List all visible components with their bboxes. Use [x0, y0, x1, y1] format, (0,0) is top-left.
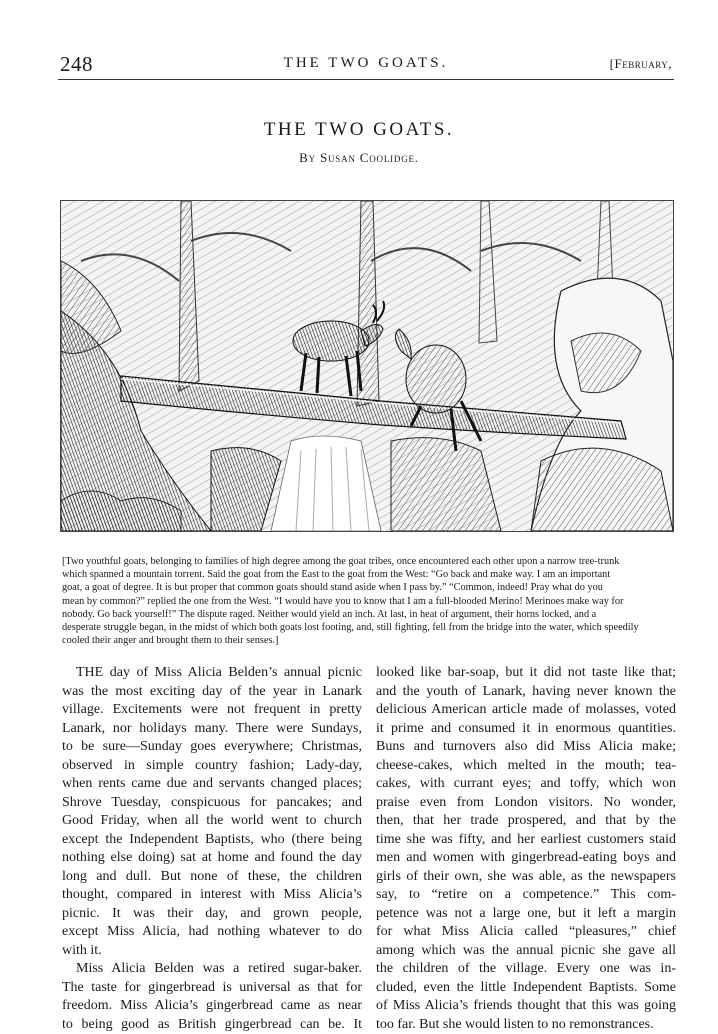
text-line: long and dull. But none of these, the children — [62, 868, 362, 887]
text-line: The taste for gingerbread is universal as that for — [62, 979, 362, 998]
engraving-illustration — [60, 200, 674, 532]
page-number: 248 — [60, 52, 93, 77]
text-line: to be sure—Sunday goes everywhere; Christmas, — [62, 738, 362, 757]
text-line: too far. But she would listen to no remonstrances. — [376, 1016, 676, 1034]
text-line: among which was the annual picnic she gave all — [376, 942, 676, 961]
text-line: thought, compared in interest with Miss Alicia’s — [62, 886, 362, 905]
text-line: cluded, even the little Independent Baptists. Some — [376, 979, 676, 998]
text-line: THE day of Miss Alicia Belden’s annual picnic — [62, 664, 362, 683]
text-line: for what Miss Alicia called “pleasures,” chief — [376, 923, 676, 942]
text-line: Shrove Tuesday, conspicuous for pancakes; and — [62, 794, 362, 813]
text-line: Miss Alicia Belden was a retired sugar-baker. — [62, 960, 362, 979]
text-line: say, to “retire on a competence.” This com- — [376, 886, 676, 905]
illustration-caption — [62, 555, 674, 647]
text-line: girls of their own, she was able, as the newspapers — [376, 868, 676, 887]
caption-line: cooled their anger and brought them to their senses.] — [62, 634, 674, 647]
text-line: village. Excitements were not frequent in pretty — [62, 701, 362, 720]
text-line: time she was fifty, and her earliest customers staid — [376, 831, 676, 850]
text-line: to being good as British gingerbread can be. It — [62, 1016, 362, 1034]
text-line: petence was not a large one, but it left a margin — [376, 905, 676, 924]
text-line: with it. — [62, 942, 362, 961]
caption-line: desperate struggle began, in the midst of which both goats lost footing, and, still fighting, fell from the bridge into the water, which speedily — [62, 621, 674, 634]
text-line: delicious American article made of molasses, voted — [376, 701, 676, 720]
caption-line: [Two youthful goats, belonging to families of high degree among the goat tribes, once encountered each other upon a narrow tree-trunk — [62, 555, 674, 568]
running-month: [February, — [610, 56, 672, 72]
caption-line: which spanned a mountain torrent. Said the goat from the East to the goat from the West: “Go back and make way. I am an important — [62, 568, 674, 581]
text-line: of Miss Alicia’s friends thought that this was going — [376, 997, 676, 1016]
caption-line: goat, a goat of degree. It is but proper that common goats should stand aside when I pass by.” “Common, indeed! Pray what do you — [62, 581, 674, 594]
caption-line: nobody. Go back yourself!” The dispute raged. Neither would yield an inch. At last, in heat of argument, their horns locked, and a — [62, 608, 674, 621]
article-byline: By Susan Coolidge. — [0, 150, 718, 166]
text-line: the children of the village. Every one was in- — [376, 960, 676, 979]
text-line: then, that her trade prospered, and that by the — [376, 812, 676, 831]
text-line: except Miss Alicia, had nothing whatever to do — [62, 923, 362, 942]
text-line: it prime and consumed it in enormous quantities. — [376, 720, 676, 739]
text-line: was the most exciting day of the year in Lanark — [62, 683, 362, 702]
text-line: men and women with gingerbread-eating boys and — [376, 849, 676, 868]
text-line: and the youth of Lanark, having never known the — [376, 683, 676, 702]
text-line: cakes, with currant eyes; and toffy, which won — [376, 775, 676, 794]
text-line: nothing else doing) sat at home and found the day — [62, 849, 362, 868]
text-line: looked like bar-soap, but it did not taste like that; — [376, 664, 676, 683]
text-line: freedom. Miss Alicia’s gingerbread came as near — [62, 997, 362, 1016]
text-line: Buns and turnovers also did Miss Alicia make; — [376, 738, 676, 757]
text-line: cheese-cakes, which melted in the mouth; tea- — [376, 757, 676, 776]
text-line: Good Friday, when all the world went to church — [62, 812, 362, 831]
text-line: except the Independent Baptists, who (there being — [62, 831, 362, 850]
text-column-left — [62, 664, 362, 1034]
article-title: THE TWO GOATS. — [0, 119, 718, 141]
text-line: picnic. It was their day, and grown people, — [62, 905, 362, 924]
text-line: Lanark, nor holidays many. There were Sundays, — [62, 720, 362, 739]
header-rule — [58, 79, 674, 80]
running-title: THE TWO GOATS. — [60, 55, 672, 72]
text-column-right — [376, 664, 676, 1034]
engraving-svg — [61, 201, 673, 531]
text-line: when rents came due and servants changed places; — [62, 775, 362, 794]
text-line: praise even from London visitors. No wonder, — [376, 794, 676, 813]
running-head — [60, 52, 672, 78]
caption-line: mean by common?” replied the one from the West. “I would have you to know that I am a full-blooded Merino! Merinoes make way for — [62, 595, 674, 608]
text-line: observed in simple country fashion; Lady-day, — [62, 757, 362, 776]
